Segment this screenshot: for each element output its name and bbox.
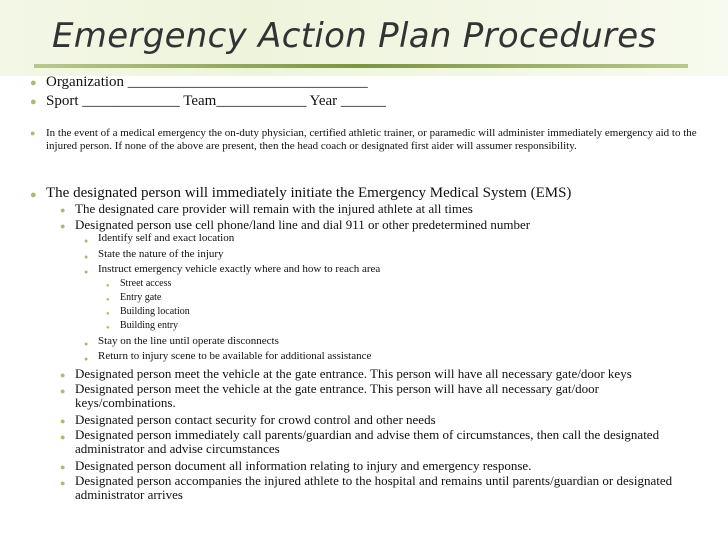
location-item: Building entry bbox=[120, 320, 179, 331]
bullet-icon: ● bbox=[30, 128, 36, 138]
bullet-icon: ● bbox=[60, 386, 66, 396]
location-item: Entry gate bbox=[120, 292, 162, 303]
organization-line: Organization ________________________________ bbox=[46, 74, 368, 90]
bullet-icon: ● bbox=[30, 77, 37, 89]
bullet-icon: ● bbox=[30, 189, 37, 201]
bullet-icon: ● bbox=[60, 221, 66, 231]
in-event-paragraph: In the event of a medical emergency the on-duty physician, certified athletic trainer, or paramedic will administer immediately emergency aid to the injured person. If none of the above are present, then the head coach or designated first aider will assumer responsibility. bbox=[46, 127, 697, 152]
phone-step: Identify self and exact location bbox=[98, 232, 235, 244]
care-provider-item: The designated care provider will remain with the injured athlete at all times bbox=[75, 201, 473, 216]
bullet-icon: ● bbox=[106, 297, 110, 303]
bullet-icon: ● bbox=[106, 283, 110, 289]
final-item: Designated person meet the vehicle at the gate entrance. This person will have all necessary gat/door keys/combinations. bbox=[75, 381, 599, 410]
phone-step: State the nature of the injury bbox=[98, 248, 224, 260]
bullet-icon: ● bbox=[84, 253, 89, 261]
final-item: Designated person document all information relating to injury and emergency response. bbox=[75, 458, 532, 473]
title-divider bbox=[34, 64, 688, 68]
bullet-icon: ● bbox=[84, 237, 89, 245]
after-step: Stay on the line until operate disconnects bbox=[98, 335, 279, 347]
location-item: Street access bbox=[120, 278, 172, 289]
bullet-icon: ● bbox=[60, 462, 66, 472]
bullet-icon: ● bbox=[84, 355, 89, 363]
bullet-icon: ● bbox=[106, 325, 110, 331]
bullet-icon: ● bbox=[60, 205, 66, 215]
location-item: Building location bbox=[120, 306, 190, 317]
bullet-icon: ● bbox=[30, 96, 37, 108]
phone-heading: Designated person use cell phone/land line and dial 911 or other predetermined number bbox=[75, 217, 531, 232]
sport-team-year-line: Sport _____________ Team____________ Year ______ bbox=[46, 93, 386, 109]
bullet-icon: ● bbox=[60, 416, 66, 426]
bullet-icon: ● bbox=[106, 311, 110, 317]
bullet-icon: ● bbox=[84, 268, 89, 276]
after-step: Return to injury scene to be available for additional assistance bbox=[98, 350, 372, 362]
bullet-icon: ● bbox=[60, 478, 66, 488]
ems-heading: The designated person will immediately initiate the Emergency Medical System (EMS) bbox=[46, 185, 572, 201]
bullet-icon: ● bbox=[84, 340, 89, 348]
final-item: Designated person accompanies the injured athlete to the hospital and remains until parents/guardian or designated administrator arrives bbox=[75, 473, 673, 502]
phone-step: Instruct emergency vehicle exactly where and how to reach area bbox=[98, 263, 381, 275]
final-item: Designated person contact security for crowd control and other needs bbox=[75, 412, 436, 427]
bullet-icon: ● bbox=[60, 432, 66, 442]
final-item: Designated person meet the vehicle at the gate entrance. This person will have all necessary gate/door keys bbox=[75, 366, 632, 381]
bullet-icon: ● bbox=[60, 370, 66, 380]
slide-title: Emergency Action Plan Procedures bbox=[52, 16, 657, 56]
final-item: Designated person immediately call parents/guardian and advise them of circumstances, then call the designated administrator and advise circumstances bbox=[75, 427, 660, 456]
